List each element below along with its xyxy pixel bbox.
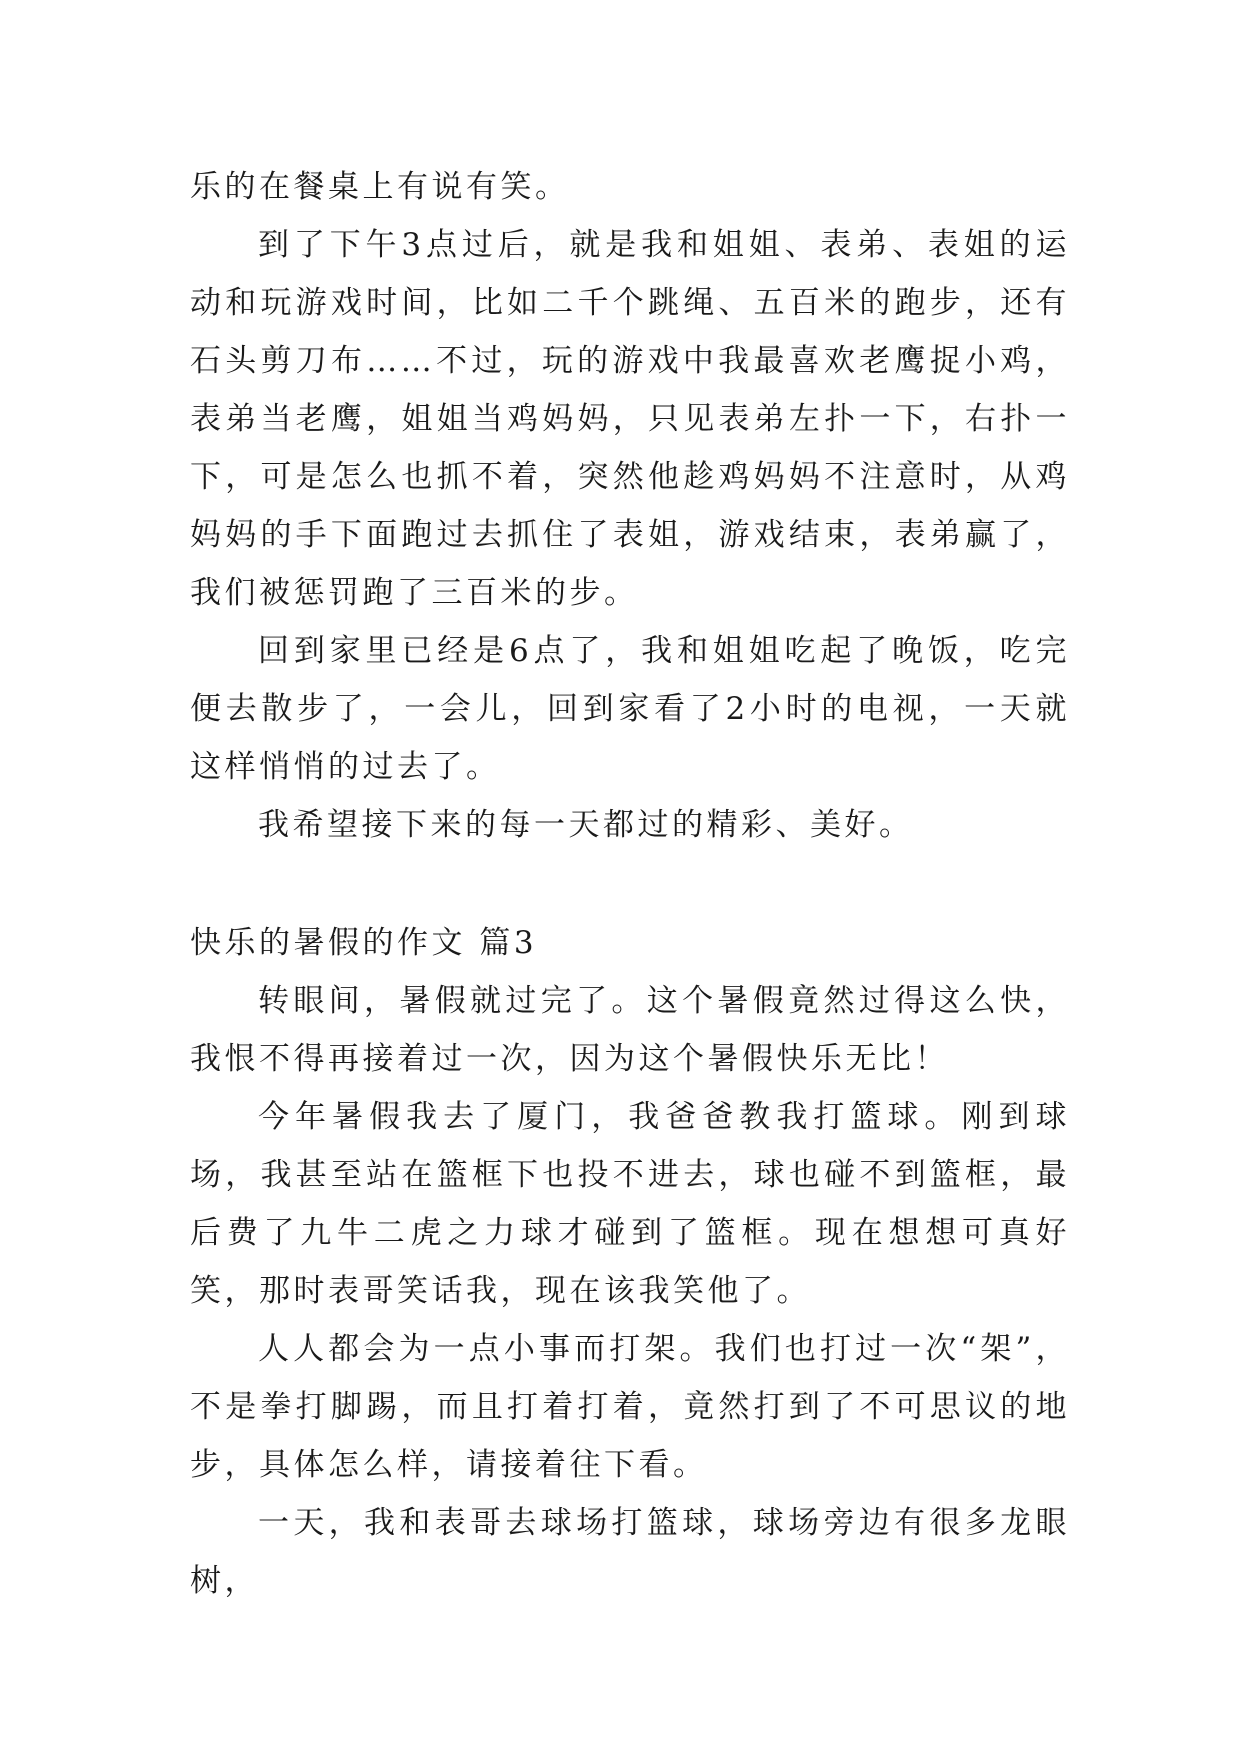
paragraph-fight: 人人都会为一点小事而打架。我们也打过一次“架”，不是拳打脚踢，而且打着打着，竟然打到了不可思议的地步，具体怎么样，请接着往下看。: [190, 1331, 1070, 1483]
paragraph-afternoon-games: 到了下午3点过后，就是我和姐姐、表弟、表姐的运动和玩游戏时间，比如二千个跳绳、五百米的跑步，还有石头剪刀布……不过，玩的游戏中我最喜欢老鹰捉小鸡，表弟当老鹰，姐姐当鸡妈妈，只见表弟左扑一下，右扑一下，可是怎么也抓不着，突然他趁鸡妈妈不注意时，从鸡妈妈的手下面跑过去抓住了表姐，游戏结束，表弟赢了，我们被惩罚跑了三百米的步。: [190, 227, 1070, 611]
section-title: 快乐的暑假的作文 篇3: [190, 925, 538, 961]
paragraph-wish: 我希望接下来的每一天都过的精彩、美好。: [258, 807, 914, 843]
paragraph-continuation: 乐的在餐桌上有说有笑。: [190, 169, 570, 205]
paragraph-summer-over: 转眼间，暑假就过完了。这个暑假竟然过得这么快，我恨不得再接着过一次，因为这个暑假快乐无比！: [190, 983, 1070, 1077]
paragraph-one-day: 一天，我和表哥去球场打篮球，球场旁边有很多龙眼树，: [190, 1505, 1070, 1599]
paragraph-evening: 回到家里已经是6点了，我和姐姐吃起了晚饭，吃完便去散步了，一会儿，回到家看了2小时的电视，一天就这样悄悄的过去了。: [190, 633, 1070, 785]
paragraph-basketball-xiamen: 今年暑假我去了厦门，我爸爸教我打篮球。刚到球场，我甚至站在篮框下也投不进去，球也碰不到篮框，最后费了九牛二虎之力球才碰到了篮框。现在想想可真好笑，那时表哥笑话我，现在该我笑他了。: [190, 1099, 1070, 1309]
document-body: [190, 158, 1070, 1610]
